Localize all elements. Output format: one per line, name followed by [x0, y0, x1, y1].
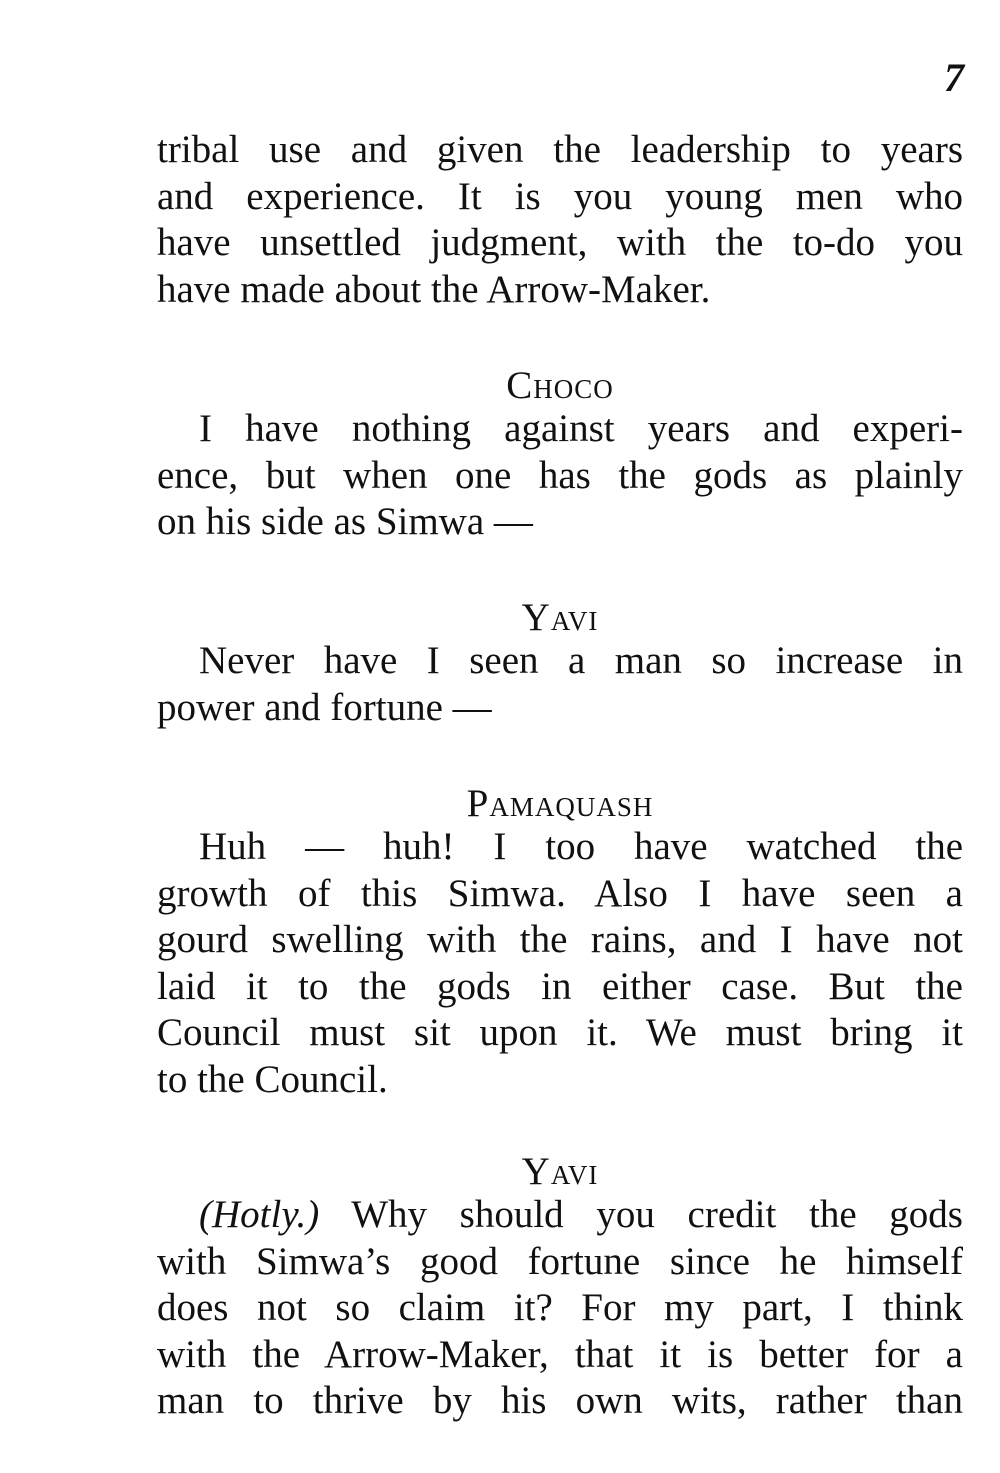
dialogue-paragraph — [157, 638, 963, 731]
dialogue-paragraph — [157, 406, 963, 546]
stage-direction: (Hotly.) — [199, 1193, 320, 1236]
text-line: have made about the Arrow-Maker. — [157, 267, 711, 311]
text-line: have unsettled judgment, with the to-do you — [157, 221, 963, 264]
text-line: tribal use and given the leadership to years — [157, 128, 963, 171]
text-line: to the Council. — [157, 1057, 388, 1101]
text-line: Council must sit upon it. We must bring it — [157, 1011, 963, 1054]
text-line-with-stage-direction — [157, 1192, 963, 1239]
text-line: does not so claim it? For my part, I think — [157, 1286, 963, 1329]
text-line: on his side as Simwa — — [157, 500, 533, 543]
speaker-name: Pamaquash — [466, 782, 654, 825]
text-line: I have nothing against years and experi- — [199, 407, 963, 450]
text-line: man to thrive by his own wits, rather than — [157, 1379, 963, 1422]
text-line: growth of this Simwa. Also I have seen a — [157, 871, 963, 915]
text-line: gourd swelling with the rains, and I have not — [157, 918, 963, 961]
continuation-paragraph — [157, 127, 963, 313]
speaker-name: Choco — [506, 364, 614, 407]
dialogue-paragraph — [157, 824, 963, 1103]
text-line: Huh — huh! I too have watched the — [199, 825, 963, 868]
text-line: ence, but when one has the gods as plainly — [157, 453, 963, 497]
dialogue-paragraph — [157, 1192, 963, 1425]
text-line: laid it to the gods in either case. But the — [157, 964, 963, 1008]
text-line: and experience. It is you young men who — [157, 174, 963, 218]
text-line: with the Arrow-Maker, that it is better for a — [157, 1332, 963, 1376]
speaker-name: Yavi — [521, 1150, 599, 1193]
text-line: Never have I seen a man so increase in — [199, 639, 963, 682]
page-number: 7 — [944, 55, 964, 100]
text-line: power and fortune — — [157, 685, 492, 729]
text-line: with Simwa’s good fortune since he himself — [157, 1239, 963, 1283]
text-fragment: Why should you credit the gods — [319, 1193, 963, 1236]
speaker-name: Yavi — [521, 596, 599, 639]
